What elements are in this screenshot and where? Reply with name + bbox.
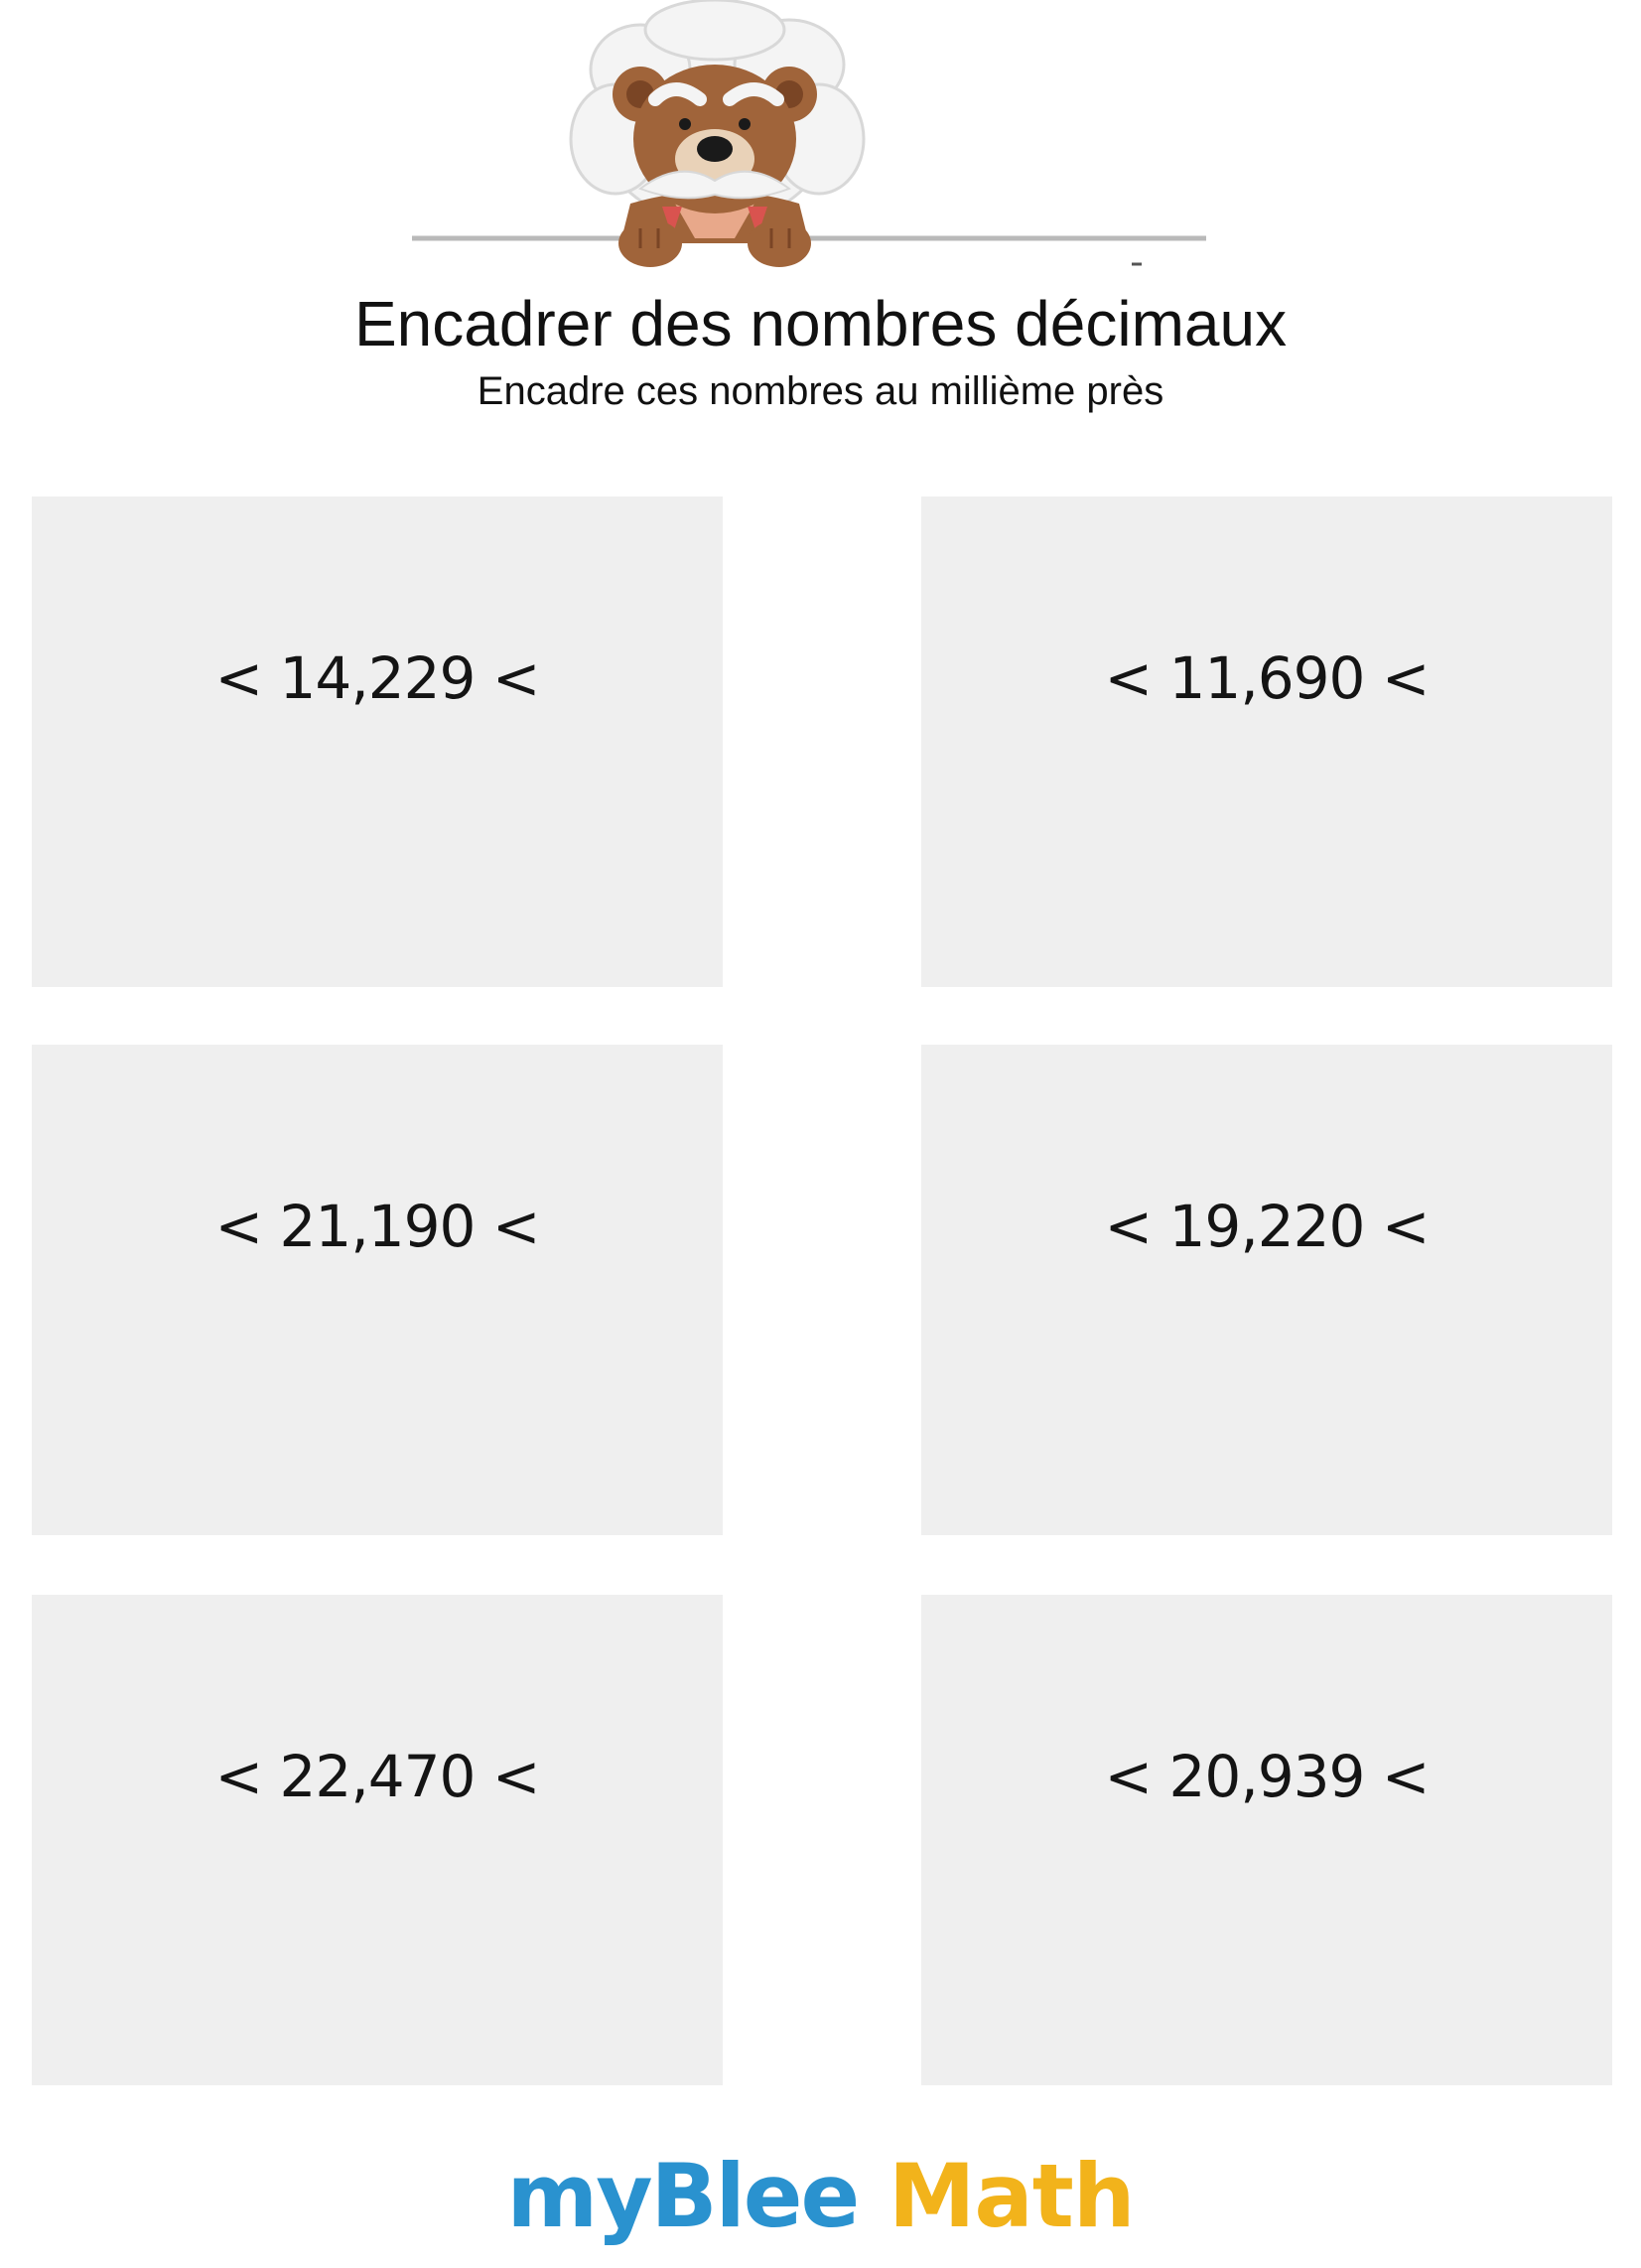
exercise-card <box>32 496 723 987</box>
brand-logo-part2: Math <box>888 2145 1135 2247</box>
exercise-card <box>32 1045 723 1535</box>
exercise-card <box>921 1045 1612 1535</box>
mascot-header <box>402 0 1216 278</box>
exercise-text: < 22,470 < <box>214 1743 540 1810</box>
exercise-text: < 11,690 < <box>1104 644 1430 712</box>
exercise-card <box>921 496 1612 987</box>
bear-mascot-icon <box>402 0 1216 278</box>
exercise-text: < 21,190 < <box>214 1193 540 1260</box>
brand-logo-part1: myBlee <box>506 2145 859 2247</box>
exercise-card <box>32 1595 723 2085</box>
exercise-text: < 20,939 < <box>1104 1743 1430 1810</box>
page-title: Encadrer des nombres décimaux <box>353 288 1288 359</box>
page-subtitle: Encadre ces nombres au millième près <box>477 369 1164 413</box>
exercise-card <box>921 1595 1612 2085</box>
exercise-text: < 14,229 < <box>214 644 540 712</box>
brand-logo <box>0 2147 1641 2246</box>
exercise-text: < 19,220 < <box>1104 1193 1430 1260</box>
